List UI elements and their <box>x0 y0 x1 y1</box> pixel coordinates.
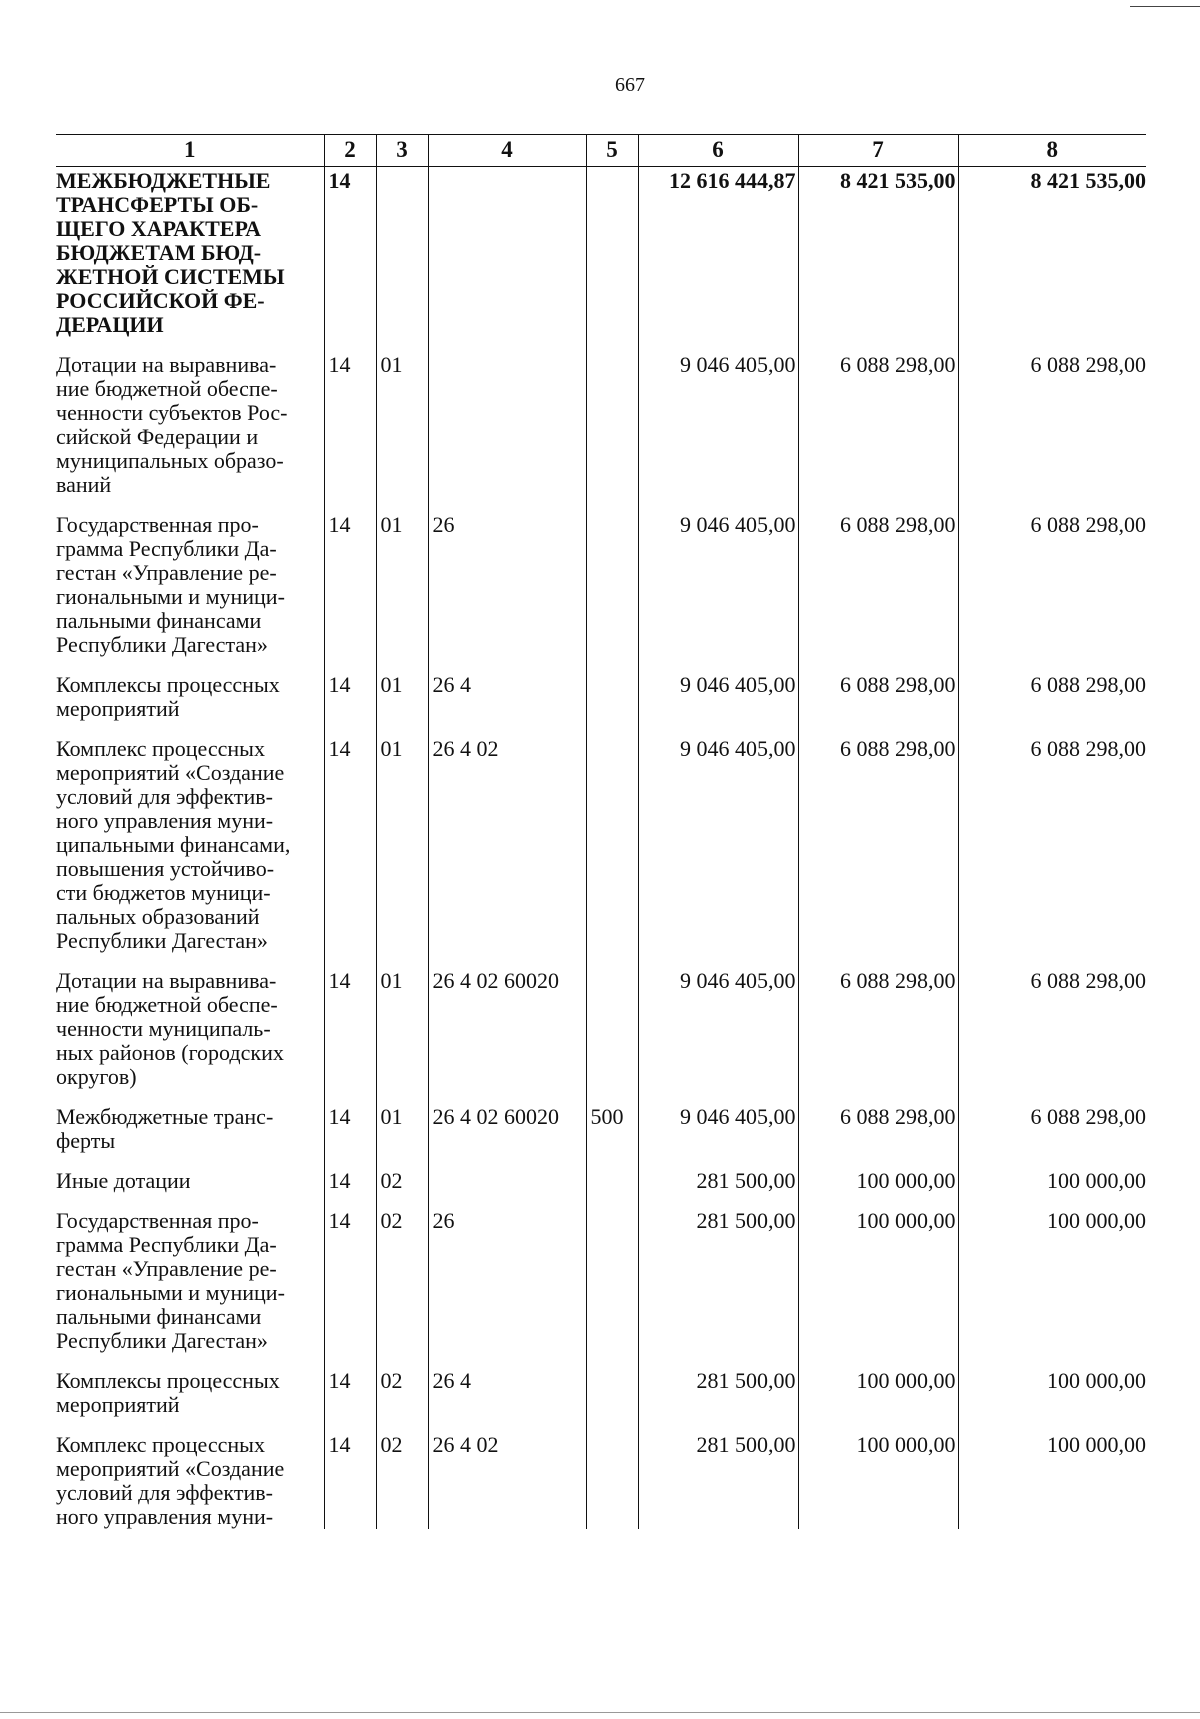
row-name-line: ных районов (городских <box>56 1040 284 1065</box>
table-row <box>56 1167 1146 1193</box>
spacer-cell <box>56 337 324 351</box>
row-name-line: мероприятий <box>56 696 180 721</box>
spacer-cell <box>798 497 958 511</box>
column-header: 7 <box>798 135 958 167</box>
spacer-cell <box>638 1353 798 1367</box>
amount-col-7: 100 000,00 <box>798 1367 958 1417</box>
amount-col-6: 9 046 405,00 <box>638 735 798 953</box>
table-body <box>56 167 1146 1530</box>
row-name-line: пальных образований <box>56 904 260 929</box>
spacer-cell <box>958 1417 1146 1431</box>
spacer-cell <box>324 337 376 351</box>
spacer-cell <box>586 953 638 967</box>
row-name <box>56 671 324 721</box>
amount-col-7: 100 000,00 <box>798 1167 958 1193</box>
table-row <box>56 511 1146 657</box>
row-name <box>56 735 324 953</box>
row-name-line: мероприятий <box>56 1392 180 1417</box>
spacer-cell <box>798 721 958 735</box>
row-name-line: сийской Федерации и <box>56 424 259 449</box>
spacer-cell <box>324 1089 376 1103</box>
column-header: 4 <box>428 135 586 167</box>
row-spacer <box>56 1417 1146 1431</box>
spacer-cell <box>428 1153 586 1167</box>
table-row <box>56 1103 1146 1153</box>
spacer-cell <box>324 497 376 511</box>
amount-col-8: 6 088 298,00 <box>958 735 1146 953</box>
amount-col-7: 6 088 298,00 <box>798 1103 958 1153</box>
row-name-line: мероприятий «Создание <box>56 760 285 785</box>
column-header: 1 <box>56 135 324 167</box>
amount-col-8: 6 088 298,00 <box>958 671 1146 721</box>
row-spacer <box>56 1353 1146 1367</box>
amount-col-7: 6 088 298,00 <box>798 671 958 721</box>
subsection-code: 01 <box>376 1103 428 1153</box>
row-name-line: ТРАНСФЕРТЫ ОБ- <box>56 192 259 217</box>
spacer-cell <box>586 497 638 511</box>
row-name-line: МЕЖБЮДЖЕТНЫЕ <box>56 168 271 193</box>
row-name-line: грамма Республики Да- <box>56 1232 277 1257</box>
amount-col-6: 12 616 444,87 <box>638 167 798 338</box>
target-article-code <box>428 351 586 497</box>
amount-col-7: 6 088 298,00 <box>798 351 958 497</box>
target-article-code: 26 4 02 60020 <box>428 1103 586 1153</box>
target-article-code <box>428 167 586 338</box>
spacer-cell <box>56 1417 324 1431</box>
row-name-line: мероприятий «Создание <box>56 1456 285 1481</box>
spacer-cell <box>638 1417 798 1431</box>
spacer-cell <box>798 657 958 671</box>
row-name-line: гестан «Управление ре- <box>56 560 277 585</box>
row-name-line: грамма Республики Да- <box>56 536 277 561</box>
spacer-cell <box>798 1353 958 1367</box>
subsection-code: 01 <box>376 351 428 497</box>
row-name-line: Республики Дагестан» <box>56 632 268 657</box>
spacer-cell <box>428 721 586 735</box>
row-name-line: РОССИЙСКОЙ ФЕ- <box>56 288 265 313</box>
spacer-cell <box>324 1193 376 1207</box>
row-spacer <box>56 1089 1146 1103</box>
row-name-line: ЩЕГО ХАРАКТЕРА <box>56 216 261 241</box>
section-code: 14 <box>324 1431 376 1529</box>
row-name-line: ченности муниципаль- <box>56 1016 271 1041</box>
header-row <box>56 135 1146 167</box>
amount-col-7: 6 088 298,00 <box>798 511 958 657</box>
spacer-cell <box>56 497 324 511</box>
row-name-line: Комплексы процессных <box>56 1368 280 1393</box>
spacer-cell <box>958 1353 1146 1367</box>
spacer-cell <box>958 721 1146 735</box>
amount-col-8: 6 088 298,00 <box>958 351 1146 497</box>
spacer-cell <box>798 1417 958 1431</box>
section-code: 14 <box>324 1103 376 1153</box>
section-code: 14 <box>324 1367 376 1417</box>
row-name-line: ЖЕТНОЙ СИСТЕМЫ <box>56 264 285 289</box>
row-spacer <box>56 1193 1146 1207</box>
amount-col-6: 281 500,00 <box>638 1431 798 1529</box>
spacer-cell <box>376 1153 428 1167</box>
spacer-cell <box>798 1153 958 1167</box>
amount-col-7: 100 000,00 <box>798 1431 958 1529</box>
row-name <box>56 1167 324 1193</box>
spacer-cell <box>586 337 638 351</box>
section-code: 14 <box>324 671 376 721</box>
spacer-cell <box>798 953 958 967</box>
target-article-code: 26 4 02 <box>428 735 586 953</box>
target-article-code: 26 4 <box>428 1367 586 1417</box>
row-name-line: ченности субъектов Рос- <box>56 400 288 425</box>
row-name-line: БЮДЖЕТАМ БЮД- <box>56 240 262 265</box>
spacer-cell <box>324 657 376 671</box>
column-header: 2 <box>324 135 376 167</box>
spacer-cell <box>376 721 428 735</box>
subsection-code <box>376 167 428 338</box>
spacer-cell <box>56 1353 324 1367</box>
row-name-line: гестан «Управление ре- <box>56 1256 277 1281</box>
row-name-line: ципальными финансами, <box>56 832 291 857</box>
row-spacer <box>56 497 1146 511</box>
column-header: 5 <box>586 135 638 167</box>
spacer-cell <box>428 1417 586 1431</box>
spacer-cell <box>376 953 428 967</box>
spacer-cell <box>56 1193 324 1207</box>
row-name-line: повышения устойчиво- <box>56 856 275 881</box>
row-spacer <box>56 953 1146 967</box>
row-name-line: гиональными и муници- <box>56 584 285 609</box>
spacer-cell <box>324 1153 376 1167</box>
spacer-cell <box>586 1353 638 1367</box>
spacer-cell <box>958 1193 1146 1207</box>
column-header: 6 <box>638 135 798 167</box>
spacer-cell <box>638 337 798 351</box>
subsection-code: 02 <box>376 1167 428 1193</box>
amount-col-6: 9 046 405,00 <box>638 967 798 1089</box>
spacer-cell <box>958 1153 1146 1167</box>
spacer-cell <box>56 953 324 967</box>
row-name-line: округов) <box>56 1064 137 1089</box>
row-name-line: условий для эффектив- <box>56 784 273 809</box>
row-name-line: Государственная про- <box>56 1208 259 1233</box>
row-name-line: сти бюджетов муници- <box>56 880 271 905</box>
page-number: 667 <box>615 74 645 96</box>
row-name-line: Дотации на выравнива- <box>56 968 277 993</box>
row-name-line: ферты <box>56 1128 116 1153</box>
row-name <box>56 1207 324 1353</box>
spacer-cell <box>586 1153 638 1167</box>
spacer-cell <box>428 953 586 967</box>
row-spacer <box>56 337 1146 351</box>
section-code: 14 <box>324 967 376 1089</box>
expense-type-code <box>586 1367 638 1417</box>
row-name <box>56 351 324 497</box>
amount-col-6: 281 500,00 <box>638 1167 798 1193</box>
row-name-line: Иные дотации <box>56 1168 191 1193</box>
row-name-line: ние бюджетной обеспе- <box>56 992 278 1017</box>
subsection-code: 02 <box>376 1207 428 1353</box>
spacer-cell <box>428 497 586 511</box>
spacer-cell <box>586 1417 638 1431</box>
spacer-cell <box>958 497 1146 511</box>
spacer-cell <box>428 337 586 351</box>
row-spacer <box>56 721 1146 735</box>
row-name <box>56 1431 324 1529</box>
column-header: 8 <box>958 135 1146 167</box>
row-name-line: ваний <box>56 472 112 497</box>
amount-col-7: 6 088 298,00 <box>798 735 958 953</box>
expense-type-code <box>586 1431 638 1529</box>
spacer-cell <box>586 1089 638 1103</box>
amount-col-8: 100 000,00 <box>958 1167 1146 1193</box>
expense-type-code <box>586 1207 638 1353</box>
spacer-cell <box>428 657 586 671</box>
row-name-line: ДЕРАЦИИ <box>56 312 164 337</box>
row-name-line: Республики Дагестан» <box>56 928 268 953</box>
spacer-cell <box>56 657 324 671</box>
target-article-code: 26 <box>428 511 586 657</box>
expense-type-code <box>586 167 638 338</box>
spacer-cell <box>638 497 798 511</box>
amount-col-8: 100 000,00 <box>958 1367 1146 1417</box>
row-name-line: Дотации на выравнива- <box>56 352 277 377</box>
amount-col-8: 100 000,00 <box>958 1431 1146 1529</box>
spacer-cell <box>376 1193 428 1207</box>
section-code: 14 <box>324 1167 376 1193</box>
spacer-cell <box>958 1089 1146 1103</box>
spacer-cell <box>324 1417 376 1431</box>
subsection-code: 02 <box>376 1367 428 1417</box>
spacer-cell <box>638 721 798 735</box>
spacer-cell <box>638 953 798 967</box>
section-code: 14 <box>324 511 376 657</box>
amount-col-7: 6 088 298,00 <box>798 967 958 1089</box>
row-name-line: Республики Дагестан» <box>56 1328 268 1353</box>
spacer-cell <box>638 1153 798 1167</box>
table-row <box>56 1367 1146 1417</box>
section-code: 14 <box>324 735 376 953</box>
row-name-line: пальными финансами <box>56 608 262 633</box>
row-name <box>56 967 324 1089</box>
section-code: 14 <box>324 1207 376 1353</box>
spacer-cell <box>586 721 638 735</box>
expense-type-code <box>586 1167 638 1193</box>
spacer-cell <box>586 1193 638 1207</box>
target-article-code: 26 4 02 <box>428 1431 586 1529</box>
subsection-code: 02 <box>376 1431 428 1529</box>
target-article-code: 26 <box>428 1207 586 1353</box>
amount-col-8: 6 088 298,00 <box>958 967 1146 1089</box>
row-name-line: Государственная про- <box>56 512 259 537</box>
subsection-code: 01 <box>376 671 428 721</box>
row-spacer <box>56 1153 1146 1167</box>
amount-col-7: 8 421 535,00 <box>798 167 958 338</box>
target-article-code <box>428 1167 586 1193</box>
spacer-cell <box>376 657 428 671</box>
expense-type-code <box>586 967 638 1089</box>
bottom-rule <box>0 1712 1200 1713</box>
spacer-cell <box>376 1089 428 1103</box>
spacer-cell <box>324 1353 376 1367</box>
amount-col-6: 9 046 405,00 <box>638 511 798 657</box>
amount-col-8: 6 088 298,00 <box>958 511 1146 657</box>
subsection-code: 01 <box>376 511 428 657</box>
spacer-cell <box>428 1193 586 1207</box>
table-row <box>56 167 1146 338</box>
row-name-line: Комплекс процессных <box>56 736 265 761</box>
spacer-cell <box>798 337 958 351</box>
subsection-code: 01 <box>376 735 428 953</box>
section-code: 14 <box>324 167 376 338</box>
expense-type-code: 500 <box>586 1103 638 1153</box>
row-name-line: гиональными и муници- <box>56 1280 285 1305</box>
spacer-cell <box>56 721 324 735</box>
section-code: 14 <box>324 351 376 497</box>
spacer-cell <box>376 1417 428 1431</box>
row-name <box>56 1103 324 1153</box>
expense-type-code <box>586 351 638 497</box>
spacer-cell <box>56 1089 324 1103</box>
amount-col-6: 9 046 405,00 <box>638 1103 798 1153</box>
spacer-cell <box>958 953 1146 967</box>
expense-type-code <box>586 511 638 657</box>
amount-col-6: 281 500,00 <box>638 1207 798 1353</box>
corner-rule <box>1130 6 1200 7</box>
amount-col-7: 100 000,00 <box>798 1207 958 1353</box>
subsection-code: 01 <box>376 967 428 1089</box>
budget-table <box>56 134 1146 1529</box>
amount-col-6: 9 046 405,00 <box>638 671 798 721</box>
spacer-cell <box>56 1153 324 1167</box>
expense-type-code <box>586 671 638 721</box>
spacer-cell <box>376 497 428 511</box>
spacer-cell <box>638 657 798 671</box>
row-name-line: ние бюджетной обеспе- <box>56 376 278 401</box>
row-name <box>56 167 324 338</box>
spacer-cell <box>958 337 1146 351</box>
target-article-code: 26 4 <box>428 671 586 721</box>
row-name-line: ного управления муни- <box>56 808 274 833</box>
column-header: 3 <box>376 135 428 167</box>
row-name-line: Межбюджетные транс- <box>56 1104 274 1129</box>
target-article-code: 26 4 02 60020 <box>428 967 586 1089</box>
spacer-cell <box>798 1089 958 1103</box>
row-name-line: Комплекс процессных <box>56 1432 265 1457</box>
row-name-line: условий для эффектив- <box>56 1480 273 1505</box>
row-name-line: Комплексы процессных <box>56 672 280 697</box>
spacer-cell <box>376 1353 428 1367</box>
amount-col-8: 8 421 535,00 <box>958 167 1146 338</box>
table-row <box>56 1431 1146 1529</box>
spacer-cell <box>324 953 376 967</box>
table-row <box>56 735 1146 953</box>
spacer-cell <box>428 1353 586 1367</box>
row-name <box>56 1367 324 1417</box>
spacer-cell <box>638 1089 798 1103</box>
row-name-line: ного управления муни- <box>56 1504 274 1529</box>
spacer-cell <box>376 337 428 351</box>
table-row <box>56 351 1146 497</box>
table-row <box>56 967 1146 1089</box>
row-spacer <box>56 657 1146 671</box>
spacer-cell <box>638 1193 798 1207</box>
table-row <box>56 1207 1146 1353</box>
table-row <box>56 671 1146 721</box>
spacer-cell <box>798 1193 958 1207</box>
spacer-cell <box>958 657 1146 671</box>
amount-col-8: 6 088 298,00 <box>958 1103 1146 1153</box>
amount-col-8: 100 000,00 <box>958 1207 1146 1353</box>
row-name-line: пальными финансами <box>56 1304 262 1329</box>
row-name-line: муниципальных образо- <box>56 448 284 473</box>
spacer-cell <box>586 657 638 671</box>
expense-type-code <box>586 735 638 953</box>
spacer-cell <box>428 1089 586 1103</box>
amount-col-6: 9 046 405,00 <box>638 351 798 497</box>
row-name <box>56 511 324 657</box>
spacer-cell <box>324 721 376 735</box>
amount-col-6: 281 500,00 <box>638 1367 798 1417</box>
